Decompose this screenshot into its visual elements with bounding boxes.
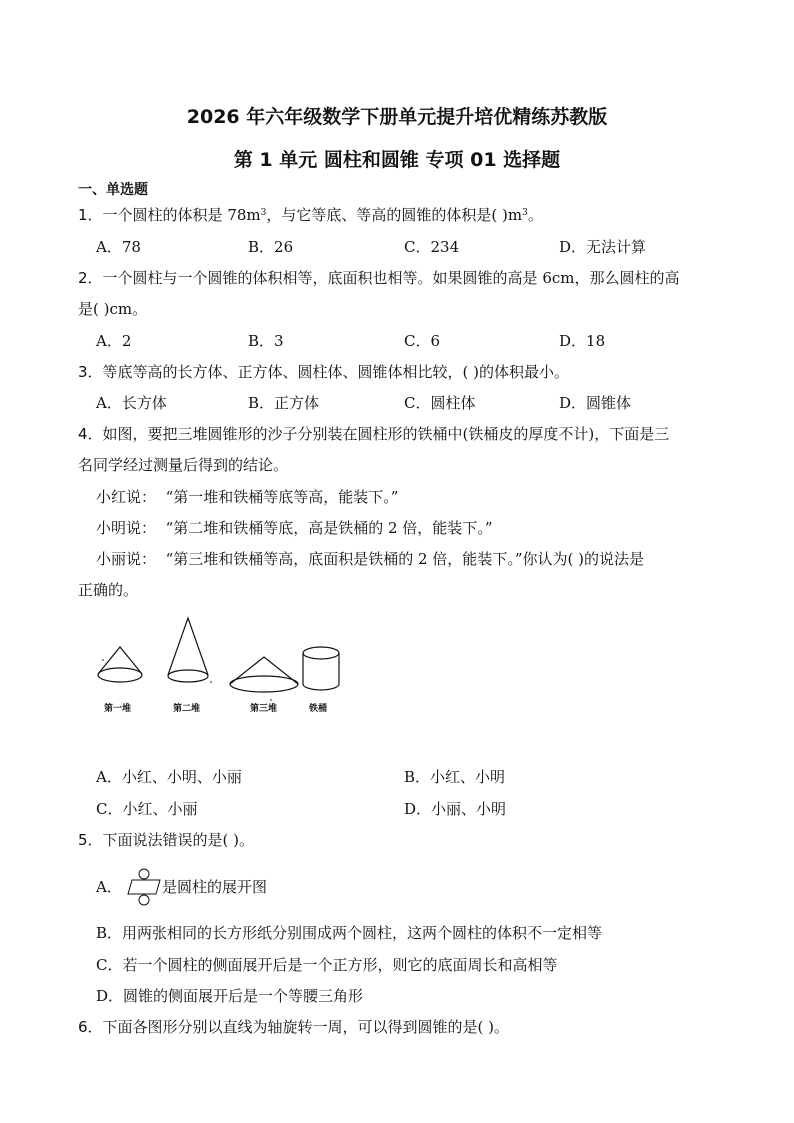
- second-pile-cone-shape: [168, 618, 208, 682]
- question-6-stem: [78, 1020, 509, 1035]
- superscript: 3: [522, 208, 528, 218]
- document-title: 2026 年六年级数学下册单元提升培优精练苏教版: [186, 106, 608, 128]
- question-text: 一个圆柱与一个圆锥的体积相等，底面积也相等。如果圆锥的高是 6cm，那么圆柱的高: [102, 269, 680, 287]
- option-b[interactable]: B．小红、小明: [404, 768, 506, 786]
- figure-label-second-pile: 第二堆: [173, 704, 201, 714]
- option-a[interactable]: [96, 880, 122, 895]
- option-prefix: A．: [96, 878, 122, 896]
- question-text: 下面说法错误的是( )。: [102, 831, 255, 849]
- option-c[interactable]: C．234: [404, 238, 460, 256]
- option-c[interactable]: C．6: [404, 332, 441, 350]
- first-pile-cone-shape: [98, 647, 142, 682]
- speaker-name: 小红说：: [96, 488, 157, 506]
- question-number: 4．: [78, 425, 103, 443]
- third-pile-cone-shape: [230, 657, 298, 692]
- document-subtitle: 第 1 单元 圆柱和圆锥 专项 01 选择题: [233, 149, 561, 171]
- option-a[interactable]: A．2: [96, 332, 132, 350]
- bucket-cylinder-shape: [303, 647, 339, 690]
- option-b[interactable]: B．3: [248, 332, 284, 350]
- statement-xiaoming: [96, 521, 492, 536]
- question-2-stem-continued: 是( )cm。: [78, 300, 148, 318]
- option-d[interactable]: D．18: [559, 332, 606, 350]
- option-b[interactable]: B．正方体: [248, 394, 320, 412]
- speaker-name: 小明说：: [96, 519, 157, 537]
- speaker-quote: “第一堆和铁桶等底等高，能装下。”: [165, 488, 399, 506]
- option-b[interactable]: B．用两张相同的长方形纸分别围成两个圆柱，这两个圆柱的体积不一定相等: [96, 924, 603, 942]
- question-text: 。: [527, 206, 543, 224]
- figure-label-bucket: 铁桶: [309, 704, 328, 714]
- question-1-stem: [78, 208, 543, 223]
- question-number: 3．: [78, 363, 103, 381]
- statement-xiaohong: [96, 490, 398, 505]
- question-number: 5．: [78, 831, 103, 849]
- option-b[interactable]: B．26: [248, 238, 294, 256]
- question-number: 6．: [78, 1018, 103, 1036]
- question-text: 下面各图形分别以直线为轴旋转一周，可以得到圆锥的是( )。: [102, 1018, 510, 1036]
- statement-xiaoli: [96, 552, 644, 567]
- section-heading: 一、单选题: [78, 182, 148, 198]
- figure-label-third-pile: 第三堆: [250, 704, 278, 714]
- option-d[interactable]: D．圆锥体: [559, 394, 632, 412]
- question-4-stem-end: 正确的。: [78, 581, 139, 599]
- speaker-name: 小丽说：: [96, 550, 157, 568]
- speaker-quote: “第二堆和铁桶等底，高是铁桶的 2 倍，能装下。”: [165, 519, 493, 537]
- question-text: 等底等高的长方体、正方体、圆柱体、圆锥体相比较，( )的体积最小。: [102, 363, 570, 381]
- option-a-text: 是圆柱的展开图: [162, 878, 268, 896]
- option-c[interactable]: C．若一个圆柱的侧面展开后是一个正方形，则它的底面周长和高相等: [96, 956, 558, 974]
- question-5-stem: [78, 833, 254, 848]
- question-text: 一个圆柱的体积是 78m: [102, 206, 261, 224]
- cylinder-net-icon: [126, 868, 162, 908]
- question-2-stem: [78, 271, 680, 286]
- option-d[interactable]: D．无法计算: [559, 238, 647, 256]
- option-a[interactable]: A．长方体: [96, 394, 167, 412]
- option-a[interactable]: A．78: [96, 238, 141, 256]
- question-3-stem: [78, 365, 569, 380]
- option-c[interactable]: C．圆柱体: [404, 394, 476, 412]
- figure-label-first-pile: 第一堆: [104, 704, 132, 714]
- option-d[interactable]: D．小丽、小明: [404, 800, 507, 818]
- option-a[interactable]: A．小红、小明、小丽: [96, 768, 242, 786]
- option-d[interactable]: D．圆锥的侧面展开后是一个等腰三角形: [96, 987, 364, 1005]
- option-c[interactable]: C．小红、小丽: [96, 800, 198, 818]
- question-4-stem-continued: 名同学经过测量后得到的结论。: [78, 456, 289, 474]
- question-number: 1．: [78, 206, 103, 224]
- question-number: 2．: [78, 269, 103, 287]
- speaker-quote: “第三堆和铁桶等高，底面积是铁桶的 2 倍，能装下。”你认为( )的说法是: [165, 550, 644, 568]
- question-text: ，与它等底、等高的圆锥的体积是( )m: [266, 206, 523, 224]
- question-text: 如图，要把三堆圆锥形的沙子分别装在圆柱形的铁桶中(铁桶皮的厚度不计)，下面是三: [102, 425, 670, 443]
- superscript: 3: [260, 208, 267, 218]
- question-4-stem: [78, 427, 669, 442]
